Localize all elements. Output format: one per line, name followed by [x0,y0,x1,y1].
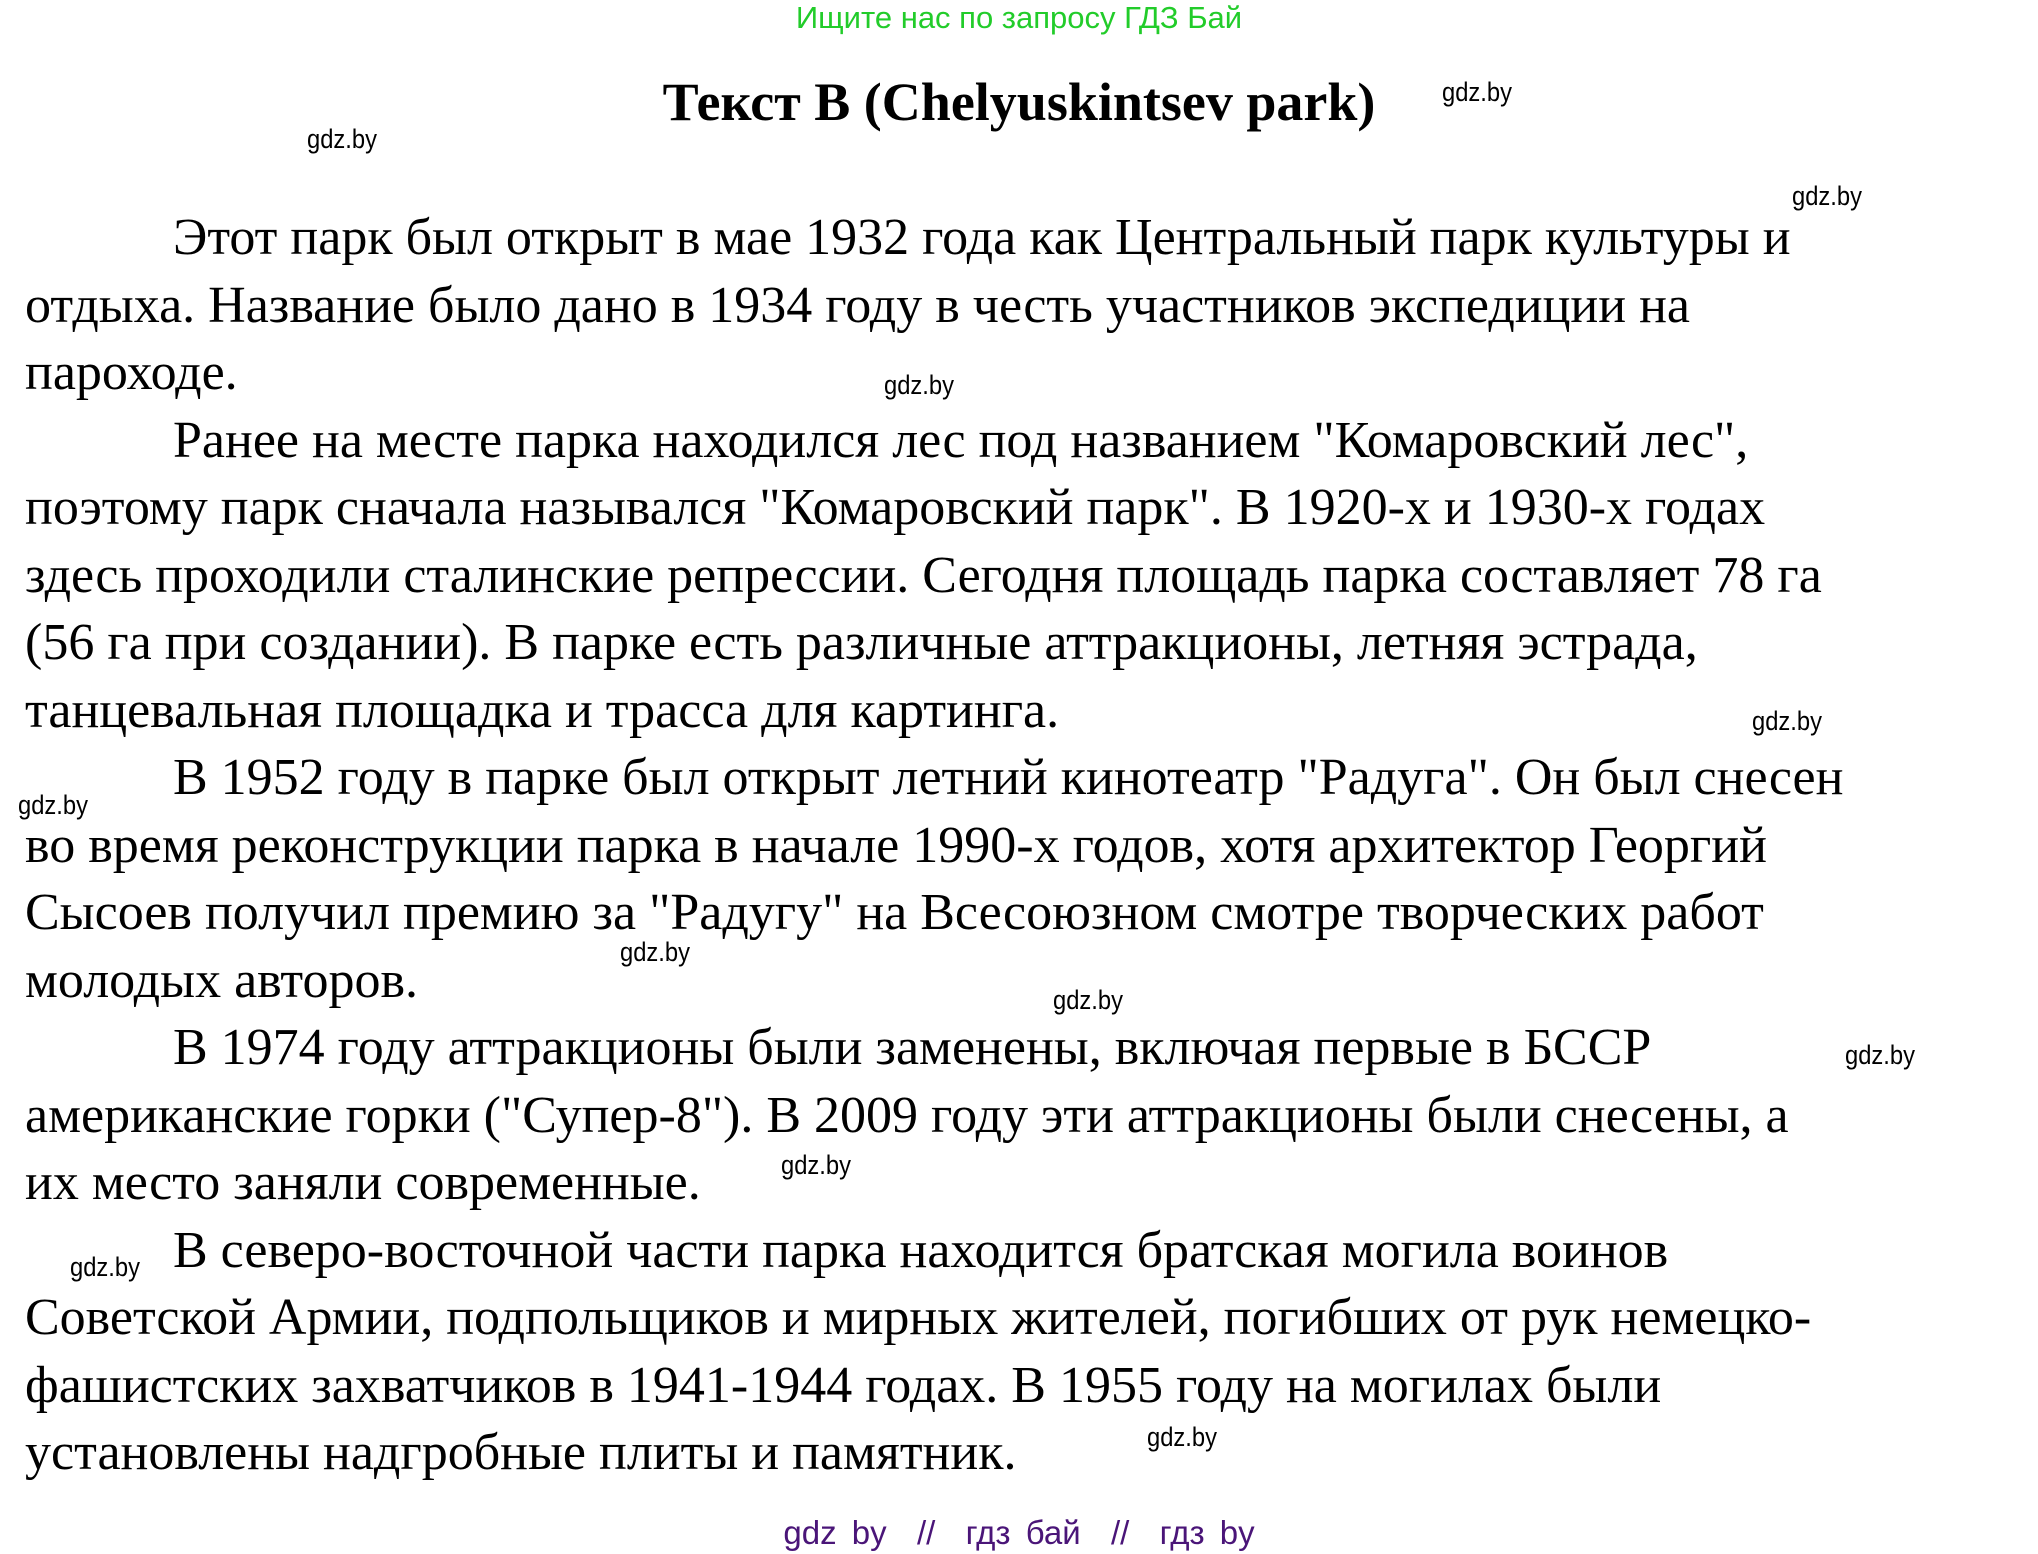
watermark: gdz.by [70,1252,141,1282]
text-line: пароходе. [25,344,238,401]
site-footer-links: gdz by // гдз бай // гдз by [783,1514,1255,1551]
text-line: Этот парк был открыт в мае 1932 года как Центральный парк культуры и [173,209,1791,266]
watermark: gdz.by [1752,706,1823,736]
watermark: gdz.by [781,1150,852,1180]
text-line: В 1974 году аттракционы были заменены, включая первые в БССР [173,1019,1652,1076]
text-line: Ранее на месте парка находился лес под названием "Комаровский лес", [173,412,1749,469]
watermark: gdz.by [620,937,691,967]
text-line: молодых авторов. [25,952,418,1009]
text-line: Советской Армии, подпольщиков и мирных жителей, погибших от рук немецко- [25,1289,1812,1346]
text-line: (56 га при создании). В парке есть различные аттракционы, летняя эстрада, [25,614,1698,671]
text-line: их место заняли современные. [25,1154,701,1211]
text-line: установлены надгробные плиты и памятник. [25,1424,1017,1481]
text-line: Сысоев получил премию за "Радугу" на Всесоюзном смотре творческих работ [25,884,1764,941]
watermark: gdz.by [1053,985,1124,1015]
text-line: во время реконструкции парка в начале 1990-х годов, хотя архитектор Георгий [25,817,1767,874]
watermark: gdz.by [884,370,955,400]
watermark: gdz.by [1792,181,1863,211]
watermark: gdz.by [1442,77,1513,107]
watermark: gdz.by [1147,1422,1218,1452]
document-title: Текст B (Chelyuskintsev park) [662,72,1376,132]
watermark: gdz.by [307,124,378,154]
text-line: танцевальная площадка и трасса для картинга. [25,682,1060,739]
watermark: gdz.by [18,790,89,820]
text-line: фашистских захватчиков в 1941-1944 годах. В 1955 году на могилах были [25,1357,1662,1414]
search-hint-banner: Ищите нас по запросу ГДЗ Бай [795,0,1243,35]
watermark: gdz.by [1845,1040,1916,1070]
text-line: здесь проходили сталинские репрессии. Сегодня площадь парка составляет 78 га [25,547,1822,604]
text-line: отдыха. Название было дано в 1934 году в честь участников экспедиции на [25,277,1690,334]
text-line: поэтому парк сначала назывался "Комаровский парк". В 1920-х и 1930-х годах [25,479,1766,536]
text-line: В северо-восточной части парка находится братская могила воинов [173,1222,1669,1279]
text-line: американские горки ("Супер-8"). В 2009 году эти аттракционы были снесены, а [25,1087,1789,1144]
text-line: В 1952 году в парке был открыт летний кинотеатр "Радуга". Он был снесен [173,749,1844,806]
